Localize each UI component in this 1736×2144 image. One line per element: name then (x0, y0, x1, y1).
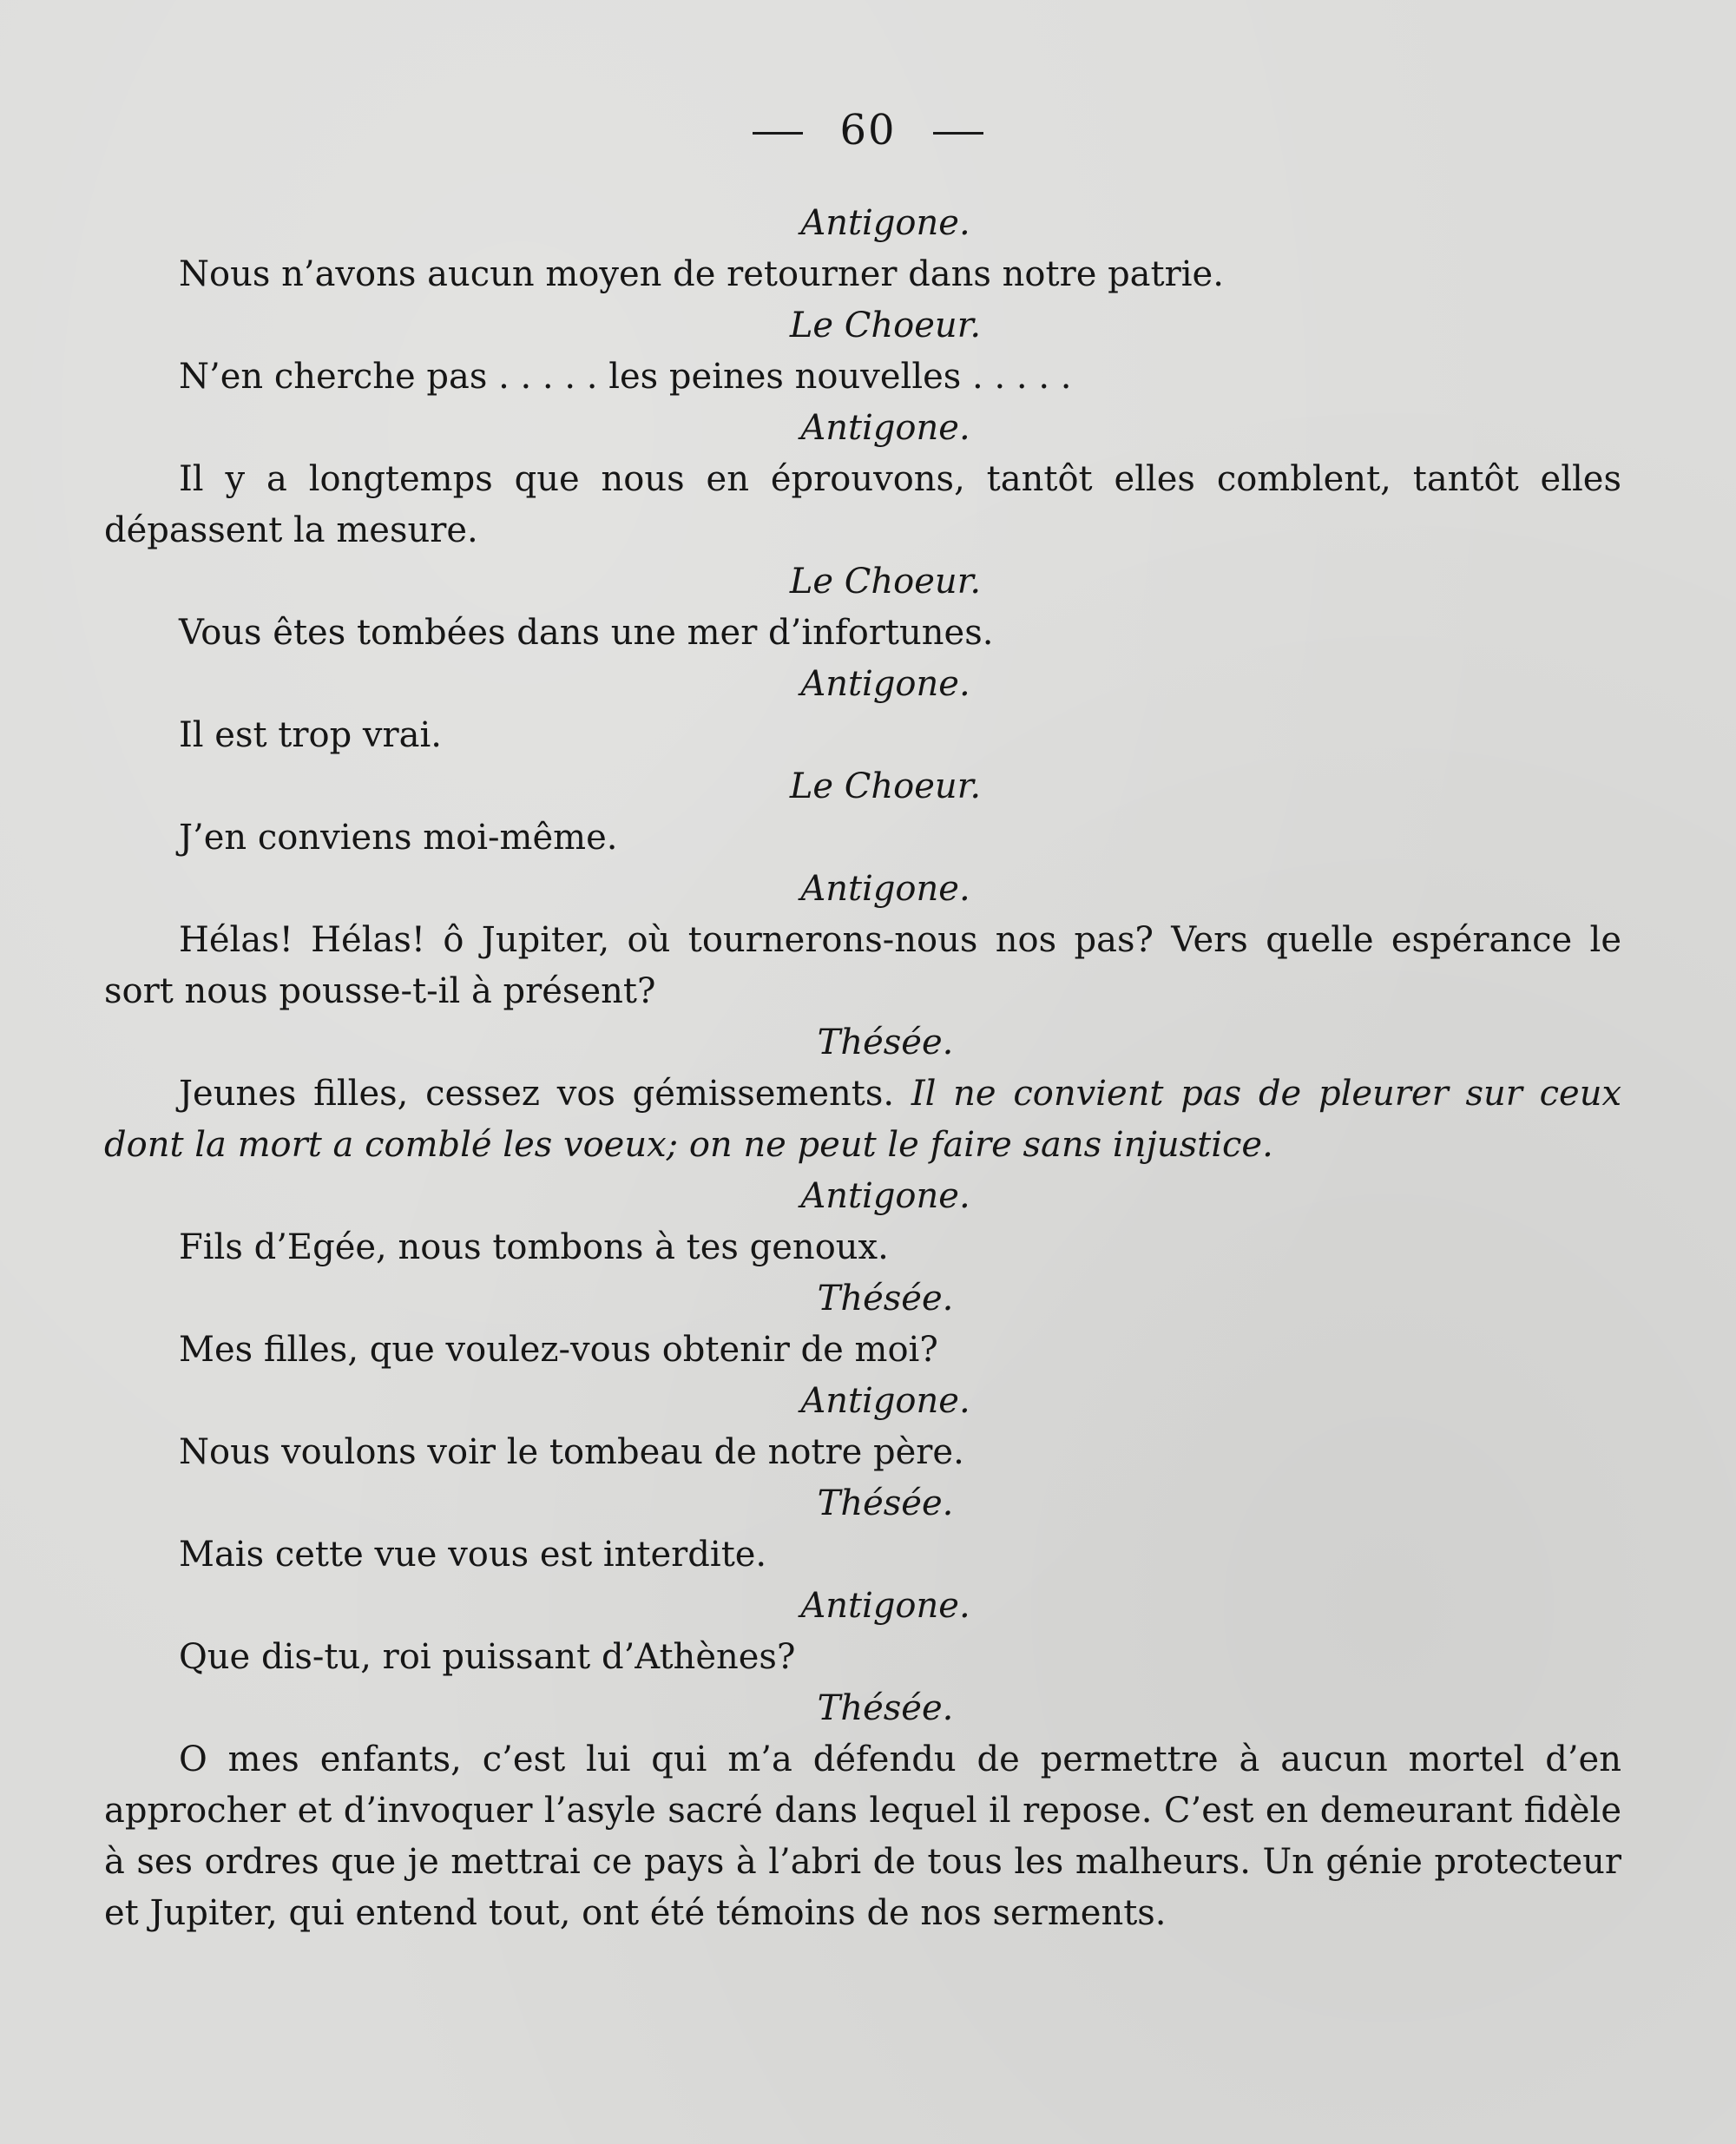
speaker-name: Antigone. (800, 1586, 970, 1626)
speaker-name: Thésée. (817, 1483, 954, 1523)
dialogue-italic-text: Il ne convient pas de pleurer sur ceux dont la mort a comblé les voeux; on ne peut le faire sans injustice. (104, 1074, 1622, 1165)
speaker-name: Thésée. (817, 1688, 954, 1728)
speaker-name: Le Choeur. (789, 306, 982, 345)
speaker-name: Antigone. (800, 664, 970, 704)
dialogue-line-mixed (104, 1069, 1621, 1171)
speaker-name: Le Choeur. (789, 562, 982, 602)
right-dash (933, 132, 983, 135)
dialogue-normal-text: Jeunes filles, cessez vos gémissements. (179, 1074, 911, 1114)
speaker-name: Thésée. (817, 1279, 954, 1319)
dialogue-line: Nous voulons voir le tombeau de notre père. (179, 1432, 964, 1472)
dialogue-line: Hélas! Hélas! ô Jupiter, où tournerons-nous nos pas? Vers quelle espérance le sort nous pousse-t-il à présent? (104, 920, 1621, 1011)
speaker-name: Antigone. (800, 203, 970, 243)
dialogue-line: Il y a longtemps que nous en éprouvons, tantôt elles comblent, tantôt elles dépassent la mesure. (104, 459, 1621, 550)
left-dash (753, 132, 803, 135)
speaker-name: Antigone. (800, 869, 970, 909)
dialogue-line: Mes filles, que voulez-vous obtenir de moi? (179, 1330, 938, 1370)
dialogue-body (104, 198, 1621, 1939)
speaker-name: Antigone. (800, 1381, 970, 1421)
speaker-name: Thésée. (817, 1023, 954, 1062)
page-number: 60 (839, 106, 897, 155)
dialogue-line: N’en cherche pas . . . . . les peines nouvelles . . . . . (179, 357, 1072, 397)
dialogue-line: O mes enfants, c’est lui qui m’a défendu de permettre à aucun mortel d’en approcher et d’invoquer l’asyle sacré dans lequel il repose. C’est en demeurant fidèle à ses ordres que je mettrai ce pays à l’abri de tous les malheurs. Un génie protecteur et Jupiter, qui entend tout, ont été témoins de nos serments. (104, 1740, 1621, 1933)
dialogue-line: Vous êtes tombées dans une mer d’infortunes. (179, 613, 994, 653)
page-number-header (0, 106, 1736, 155)
speaker-name: Antigone. (800, 408, 970, 448)
dialogue-line: Fils d’Egée, nous tombons à tes genoux. (179, 1227, 889, 1267)
dialogue-line: J’en conviens moi-même. (179, 818, 618, 858)
dialogue-line: Mais cette vue vous est interdite. (179, 1535, 767, 1575)
dialogue-line: Nous n’avons aucun moyen de retourner dans notre patrie. (179, 254, 1224, 294)
dialogue-line: Il est trop vrai. (179, 715, 442, 755)
dialogue-line: Que dis-tu, roi puissant d’Athènes? (179, 1637, 796, 1677)
speaker-name: Le Choeur. (789, 766, 982, 806)
speaker-name: Antigone. (800, 1176, 970, 1216)
